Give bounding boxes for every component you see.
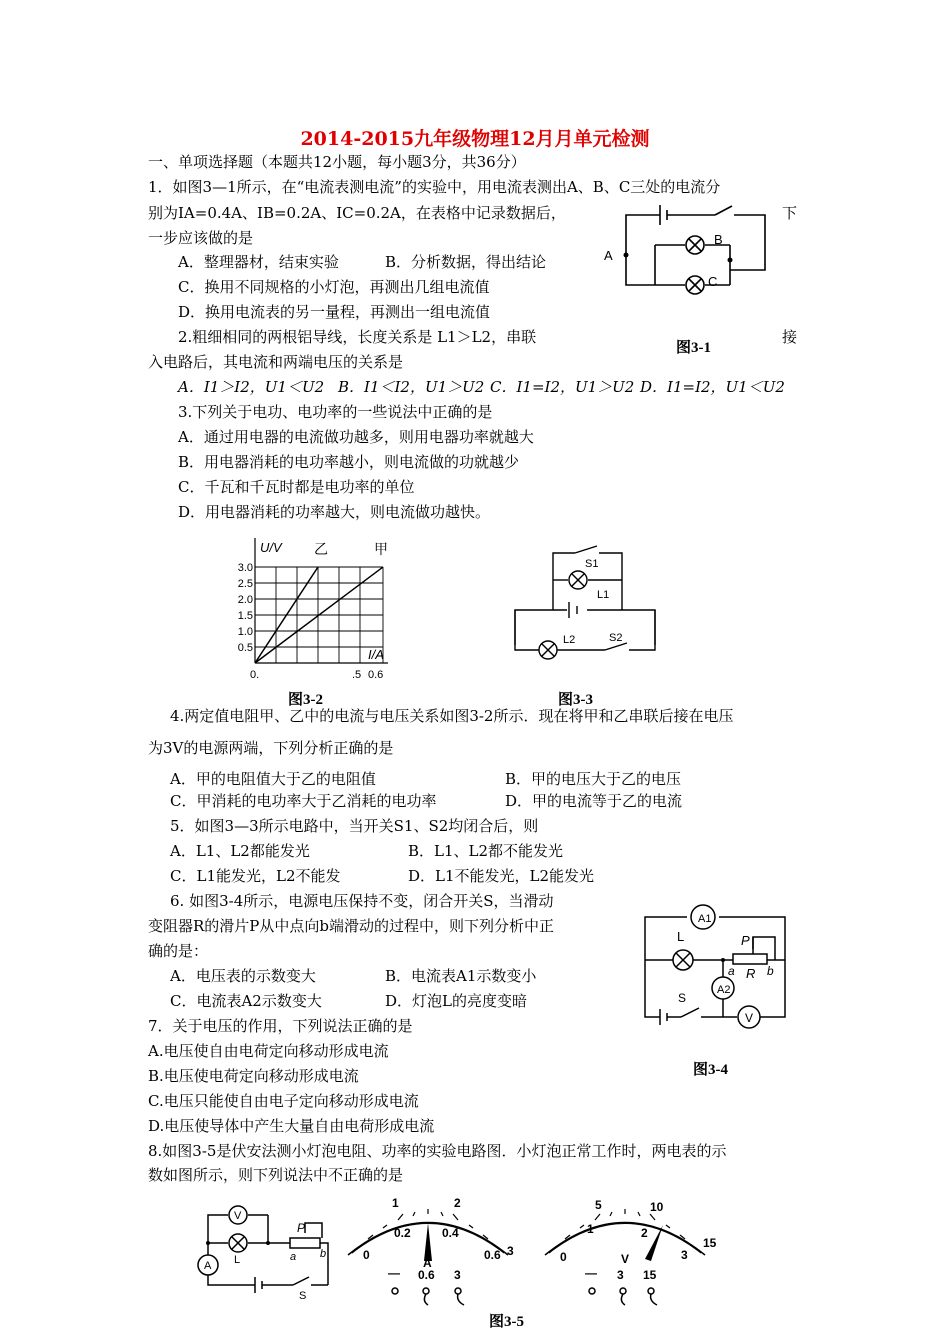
y-axis-label: U/V xyxy=(260,540,282,555)
voltmeter-label: V xyxy=(234,1210,242,1222)
node-a-dot xyxy=(624,253,629,258)
q4-option-c: C．甲消耗的电功率大于乙消耗的电功率 xyxy=(170,792,437,810)
label-a: A xyxy=(604,248,613,263)
q1-line3: 一步应该做的是 xyxy=(148,229,254,247)
q4-option-d: D．甲的电流等于乙的电流 xyxy=(505,792,683,810)
terminal-3: 3 xyxy=(454,1268,461,1282)
q3-option-a: A．通过用电器的电流做功越多，则用电器功率就越大 xyxy=(178,428,534,446)
lamp-label: L xyxy=(234,1254,241,1266)
q4-option-b: B．甲的电压大于乙的电压 xyxy=(505,770,682,788)
label-c: C xyxy=(708,274,718,289)
q1-line2-tail: 下 xyxy=(782,204,798,222)
y-tick: 2.0 xyxy=(237,594,253,606)
figure-3-4 xyxy=(645,905,795,1030)
q2-option-c: C．I1=I2，U1＞U2 xyxy=(490,378,635,396)
q5-option-c: C．L1能发光，L2不能发 xyxy=(170,867,341,885)
q7-option-b: B.电压使电荷定向移动形成电流 xyxy=(148,1067,359,1085)
dial-top-1: 1 xyxy=(392,1196,399,1210)
dial-top-5: 5 xyxy=(595,1198,602,1212)
caption-3-5: 图3-5 xyxy=(489,1314,524,1330)
q2-line1: 2.粗细相同的两根铝导线，长度关系是 L1＞L2，串联 xyxy=(178,328,537,346)
x-tick: 0.6 xyxy=(368,669,384,681)
dial-zero: 0 xyxy=(363,1248,370,1262)
q3-option-c: C．千瓦和千瓦时都是电功率的单位 xyxy=(178,478,415,496)
q2-option-a: A．I1＞I2，U1＜U2 xyxy=(178,378,325,396)
caption-3-1: 图3-1 xyxy=(676,340,711,356)
q6-line2: 变阻器R的滑片P从中点向b端滑动的过程中，则下列分析中正 xyxy=(148,917,554,935)
q3-stem: 3.下列关于电功、电功率的一些说法中正确的是 xyxy=(178,403,493,421)
caption-3-3: 图3-3 xyxy=(558,692,593,708)
terminal-3: 3 xyxy=(617,1268,624,1282)
ammeter-label: A xyxy=(204,1260,212,1272)
ammeter-unit: A xyxy=(423,1256,432,1270)
terminal-b-label: b xyxy=(767,964,774,978)
dial-top-2: 2 xyxy=(454,1196,461,1210)
dial-low-1: 1 xyxy=(587,1222,594,1236)
voltmeter-needle xyxy=(645,1225,663,1261)
q1-line2: 别为IA=0.4A、IB=0.2A、IC=0.2A，在表格中记录数据后， xyxy=(148,204,566,222)
lamp-l2-label: L2 xyxy=(563,634,576,646)
q1-option-b: B．分析数据，得出结论 xyxy=(385,253,547,271)
lamp-l1-label: L1 xyxy=(597,589,610,601)
rheostat-r-label: R xyxy=(746,966,756,981)
y-tick: 0.5 xyxy=(237,642,253,654)
figure-3-1 xyxy=(600,200,780,300)
figure-3-2 xyxy=(228,538,408,683)
dial-low-3: 3 xyxy=(681,1248,688,1262)
terminal-b-label: b xyxy=(320,1248,327,1260)
q5-option-a: A．L1、L2都能发光 xyxy=(170,842,310,860)
q4-option-a: A．甲的电阻值大于乙的电阻值 xyxy=(170,770,376,788)
q8-line2: 数如图所示，则下列说法中不正确的是 xyxy=(148,1166,404,1184)
figure-3-5-ammeter xyxy=(338,1195,518,1305)
y-tick: 3.0 xyxy=(237,562,253,574)
section-heading: 一、单项选择题（本题共12小题，每小题3分，共36分） xyxy=(148,153,526,171)
dial-top-15: 15 xyxy=(703,1236,717,1250)
q5-option-b: B．L1、L2都不能发光 xyxy=(408,842,564,860)
q6-option-d: D．灯泡L的亮度变暗 xyxy=(385,992,527,1010)
x-axis-label: I/A xyxy=(368,647,384,662)
switch-s1-label: S1 xyxy=(585,558,599,570)
q1-line1: 1．如图3—1所示，在“电流表测电流”的实验中，用电流表测出A、B、C三处的电流分 xyxy=(148,178,721,196)
q7-option-d: D.电压使导体中产生大量自由电荷形成电流 xyxy=(148,1117,435,1135)
figure-3-3 xyxy=(505,545,665,675)
terminal-15: 15 xyxy=(643,1268,657,1282)
dial-low-0-2: 0.2 xyxy=(394,1226,411,1240)
q6-line1: 6. 如图3-4所示，电源电压保持不变，闭合开关S，当滑动 xyxy=(170,892,554,910)
q6-option-b: B．电流表A1示数变小 xyxy=(385,967,537,985)
q6-option-c: C．电流表A2示数变大 xyxy=(170,992,322,1010)
q4-line1: 4.两定值电阻甲、乙中的电流与电压关系如图3-2所示．现在将甲和乙串联后接在电压 xyxy=(170,707,734,725)
slider-label: P xyxy=(297,1221,306,1235)
y-tick: 2.5 xyxy=(237,578,253,590)
q2-line1-tail: 接 xyxy=(782,328,798,346)
dial-top-10: 10 xyxy=(650,1200,664,1214)
slider-p-label: P xyxy=(741,933,750,948)
x-tick: .5 xyxy=(352,669,362,681)
neg-terminal: — xyxy=(585,1266,597,1280)
q5-stem: 5．如图3—3所示电路中，当开关S1、S2均闭合后，则 xyxy=(170,817,539,835)
page-title: 2014-2015九年级物理12月月单元检测 xyxy=(300,128,650,150)
q1-option-a: A．整理器材，结束实验 xyxy=(178,253,339,271)
q2-option-b: B．I1＜I2，U1＞U2 xyxy=(338,378,485,396)
q2-line2: 入电路后，其电流和两端电压的关系是 xyxy=(148,353,404,371)
line-yi-label: 乙 xyxy=(314,541,328,557)
dial-zero: 0 xyxy=(560,1250,567,1264)
switch-s2-label: S2 xyxy=(609,632,623,644)
q7-stem: 7．关于电压的作用，下列说法正确的是 xyxy=(148,1017,413,1035)
q1-option-d: D．换用电流表的另一量程，再测出一组电流值 xyxy=(178,303,491,321)
switch-s-label: S xyxy=(678,991,687,1005)
figure-3-5-circuit xyxy=(195,1205,335,1300)
y-tick: 1.0 xyxy=(237,626,253,638)
dial-low-2: 2 xyxy=(641,1226,648,1240)
terminal-0-6: 0.6 xyxy=(418,1268,435,1282)
q7-option-a: A.电压使自由电荷定向移动形成电流 xyxy=(148,1042,389,1060)
dial-low-0-6: 0.6 xyxy=(484,1248,501,1262)
voltmeter-unit: V xyxy=(621,1252,630,1266)
q4-line2: 为3V的电源两端，下列分析正确的是 xyxy=(148,739,394,757)
neg-terminal: — xyxy=(388,1266,400,1280)
dial-top-3: 3 xyxy=(507,1244,514,1258)
q6-option-a: A．电压表的示数变大 xyxy=(170,967,316,985)
label-b: B xyxy=(714,232,723,247)
x-tick-origin: 0. xyxy=(250,669,260,681)
y-tick: 1.5 xyxy=(237,610,253,622)
q5-option-d: D．L1不能发光，L2能发光 xyxy=(408,867,595,885)
line-jia-label: 甲 xyxy=(374,541,388,557)
q8-line1: 8.如图3-5是伏安法测小灯泡电阻、功率的实验电路图．小灯泡正常工作时，两电表的示 xyxy=(148,1142,727,1160)
lamp-l-label: L xyxy=(677,929,685,944)
caption-3-4: 图3-4 xyxy=(693,1062,728,1078)
figure-3-5-voltmeter xyxy=(535,1195,715,1305)
q3-option-d: D．用电器消耗的功率越大，则电流做功越快。 xyxy=(178,503,491,521)
dial-low-0-4: 0.4 xyxy=(442,1226,459,1240)
terminal-a-label: a xyxy=(290,1251,297,1263)
switch-label: S xyxy=(299,1290,307,1302)
q3-option-b: B．用电器消耗的电功率越小，则电流做的功就越少 xyxy=(178,453,520,471)
q2-option-d: D．I1=I2，U1＜U2 xyxy=(640,378,785,396)
ammeter-a1-label: A1 xyxy=(698,913,712,925)
ammeter-a2-label: A2 xyxy=(717,984,731,996)
caption-3-2: 图3-2 xyxy=(288,692,323,708)
voltmeter-v-label: V xyxy=(745,1011,754,1025)
q6-line3: 确的是： xyxy=(148,942,209,960)
q7-option-c: C.电压只能使自由电子定向移动形成电流 xyxy=(148,1092,419,1110)
q1-option-c: C．换用不同规格的小灯泡，再测出几组电流值 xyxy=(178,278,490,296)
terminal-a-label: a xyxy=(728,964,735,978)
